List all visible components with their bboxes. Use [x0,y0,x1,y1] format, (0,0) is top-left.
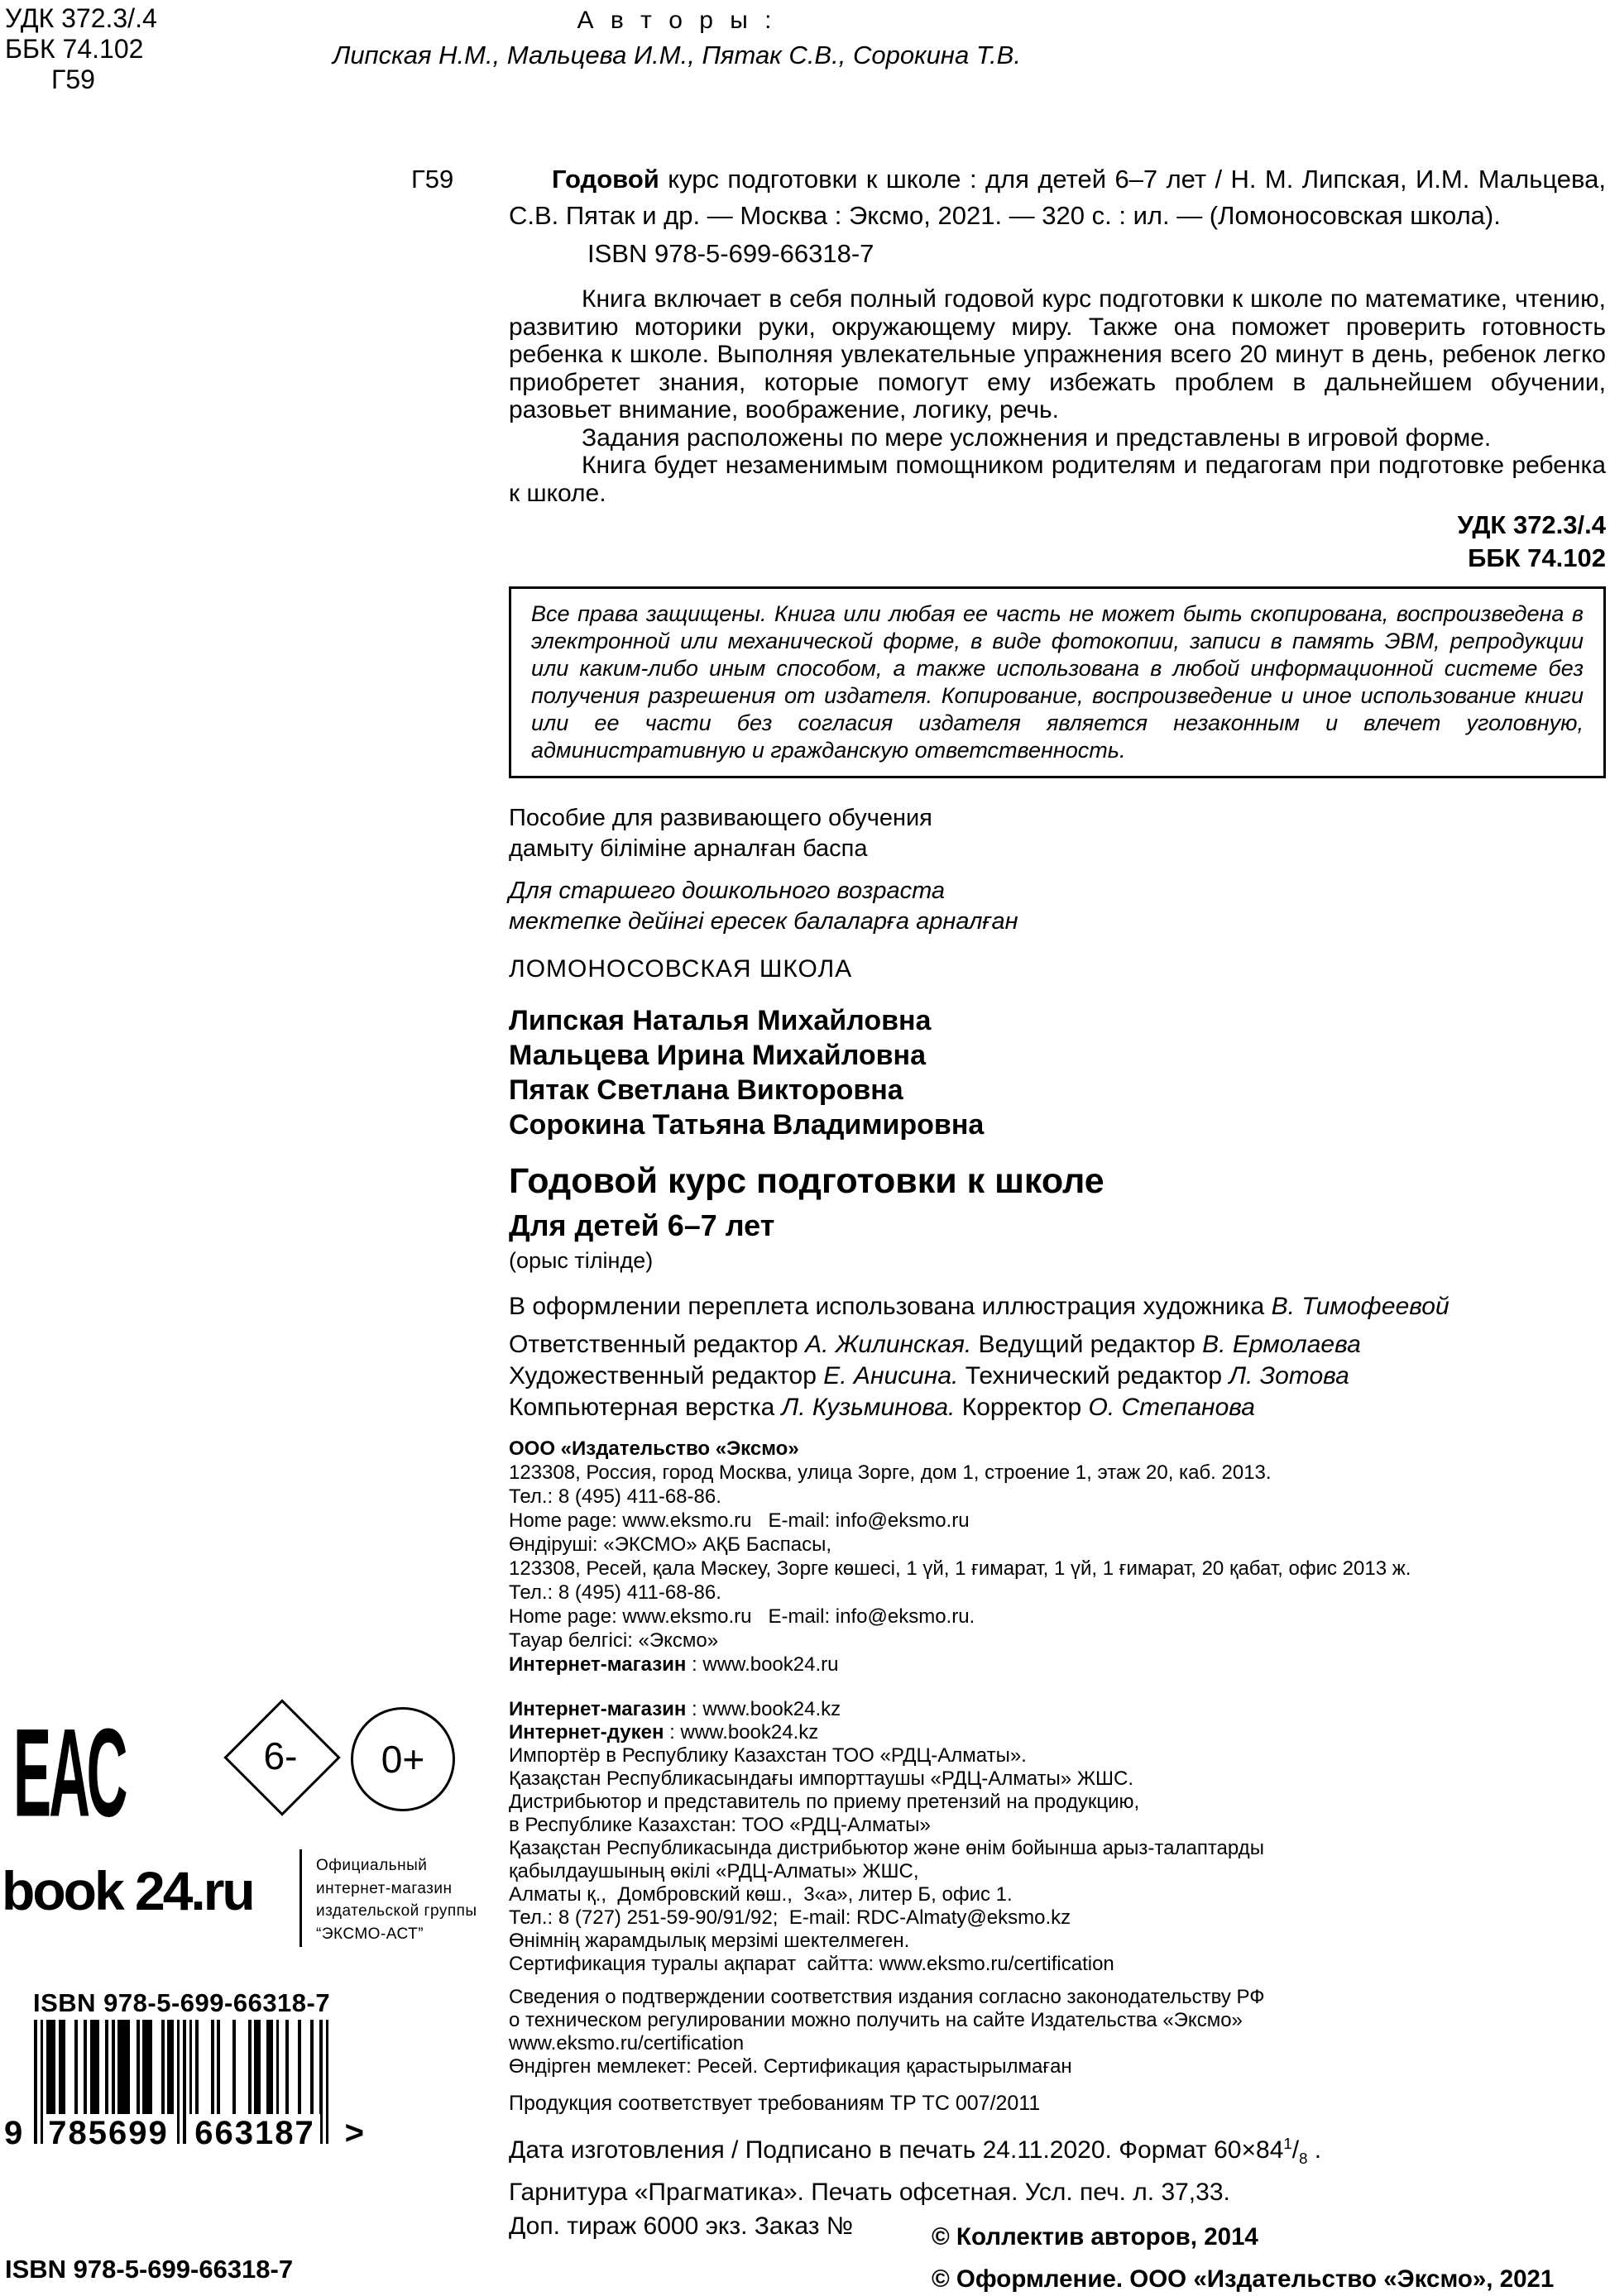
text-segment: / [1291,2136,1300,2164]
text-line: Қазақстан Республикасындағы импорттаушы «РДЦ-Алматы» ЖШС. [509,1767,1133,1790]
text-line [509,1653,1606,1677]
text-line: Липская Наталья Михайловна [509,1005,932,1036]
age-diamond-value: 6- [263,1734,298,1777]
text-segment: 1 [1283,2135,1292,2152]
text-line [509,2126,1606,2175]
text-segment: Годовой [552,165,659,194]
classification-codes [5,3,157,95]
text-segment: Ответственный редактор [509,1331,806,1358]
text-line: Доп. тираж 6000 экз. Заказ № [509,2212,854,2240]
age-note [509,876,1606,937]
eac-logo: ЕАС [13,1703,126,1844]
compliance-line: Продукция соответствует требованиям ТР ТС 007/2011 [509,2092,1041,2115]
text-line: издательской группы [316,1902,477,1920]
isbn-line: ISBN 978-5-699-66318-7 [587,239,874,268]
book24-logo: book 24.ru [2,1860,253,1921]
text-segment: : www.book24.kz [686,1698,841,1720]
text-segment: Ведущий редактор [971,1331,1203,1358]
barcode-lead-digit: 9 [4,2115,23,2151]
authors-header [263,7,1090,70]
text-line [509,1361,1606,1392]
ean13-barcode [4,2020,364,2152]
codes-right [509,509,1606,575]
text-segment: В. Тимофеевой [1271,1293,1449,1320]
age-mark-diamond [225,1700,336,1811]
text-line: Задания расположены по мере усложнения и представлены в игровой форме. [582,423,1492,452]
bbk-code: ББК 74.102 [5,34,144,64]
text-line: ББК 74.102 [1468,543,1606,572]
text-segment: 8 [1299,2150,1308,2167]
text-line: о техническом регулировании можно получить на сайте Издательства «Эксмо» [509,2009,1243,2031]
text-segment: Е. Анисина. [823,1362,959,1390]
text-line: Для старшего дошкольного возраста [509,878,946,904]
text-line: Сертификация туралы ақпарат сайтта: www.eksmo.ru/certification [509,1953,1114,1975]
text-line: Мальцева Ирина Михайловна [509,1040,926,1071]
text-segment: Л. Зотова [1229,1362,1349,1390]
edition-type [509,803,1606,864]
text-line: Книга включает в себя полный годовой курс подготовки к школе по математике, чтению, развитию моторики руки, окружающему миру. Также она поможет проверить готовность ребенка к школе. Выполняя увлекательные упражнения всего 20 минут в день, ребенок легко приобретет знания, которые помогут ему избежать проблем в дальнейшем обучении, разовьет внимание, воображение, логику, речь. [509,285,1606,423]
text-segment: Интернет-дукен [509,1721,664,1744]
bibliographic-entry [509,161,1606,234]
text-segment: ООО «Издательство «Эксмо» [509,1437,799,1460]
text-line: Өнімнің жарамдылық мерзімі шектелмеген. [509,1930,910,1952]
series-name: ЛОМОНОСОВСКАЯ ШКОЛА [509,955,853,983]
text-segment: Дата изготовления / Подписано в печать 24.11.2020. Формат 60×84 [509,2136,1284,2164]
text-line: Официальный [316,1857,428,1874]
text-line: “ЭКСМО-АСТ” [316,1925,424,1943]
barcode-digits-left: 785699 [43,2114,174,2152]
cover-credit [509,1292,1606,1321]
annotation [509,285,1606,507]
divider [299,1849,302,1947]
text-line [509,1329,1606,1361]
text-segment: : www.book24.ru [686,1653,839,1676]
author-sign: Г59 [51,65,95,94]
text-line: Home page: www.eksmo.ru E-mail: info@eksmo.ru. [509,1605,975,1628]
text-segment: Л. Кузьминова. [781,1394,956,1421]
text-line: мектепке дейінгі ересек балаларға арналған [509,908,1018,935]
text-segment: . [1307,2136,1322,2164]
barcode-tail-mark: > [344,2115,364,2151]
text-line: Өндіруші: «ЭКСМО» АҚБ Баспасы, [509,1533,832,1556]
text-line: қабылдаушының өкілі «РДЦ-Алматы» ЖШС, [509,1860,919,1882]
barcode-digits-right: 663187 [189,2114,320,2152]
text-line: Алматы қ., Домбровский көш., 3«а», литер Б, офис 1. [509,1883,1013,1906]
age-mark-circle [351,1707,455,1811]
text-segment: Интернет-магазин [509,1653,687,1676]
text-line [509,1392,1606,1423]
copyright-warning-box: Все права защищены. Книга или любая ее часть не может быть скопирована, воспроизведена в электронной или механической форме, в виде фотокопии, записи в память ЭВМ, репродукции или каким-либо иным способом, а также использована в любой информационной системе без получения разрешения от издателя. Копирование, воспроизведение и иное использование книги или ее части без согласия издателя является незаконным и влечет уголовную, административную и гражданскую ответственность. [509,586,1606,778]
text-line: Импортёр в Республику Казахстан ТОО «РДЦ-Алматы». [509,1744,1027,1767]
text-segment: курс подготовки к школе : для детей 6–7 лет / Н. М. Липская, И.М. Мальцева, С.В. Пятак и др. — Москва : Эксмо, 2021. — 320 с. : ил. — (Ломоносовская школа). [509,165,1606,230]
udk-code: УДК 372.3/.4 [5,3,157,33]
footer-isbn: ISBN 978-5-699-66318-7 [5,2255,294,2284]
bibliography-code: Г59 [411,165,454,194]
book-title: Годовой курс подготовки к школе [509,1161,1104,1201]
book-subtitle: Для детей 6–7 лет [509,1208,775,1242]
text-segment: В оформлении переплета использована иллюстрация художника [509,1293,1272,1320]
age-circle-value: 0+ [381,1738,425,1781]
text-line: Дистрибьютор и представитель по приему претензий на продукцию, [509,1791,1140,1813]
text-segment: А. Жилинская. [805,1331,972,1358]
text-segment: В. Ермолаева [1202,1331,1361,1358]
text-line: © Коллектив авторов, 2014 [932,2223,1258,2251]
text-segment: Художественный редактор [509,1362,824,1390]
publisher-block-ru [509,1437,1606,1677]
text-line: Тауар белгісі: «Эксмо» [509,1629,719,1652]
text-line [509,1437,1606,1461]
text-line: Тел.: 8 (727) 251-59-90/91/92; E-mail: RDC-Almaty@eksmo.kz [509,1906,1071,1929]
publisher-block-kz [509,1698,1606,1976]
authors-label: А в т о р ы : [577,7,777,34]
text-line: Қазақстан Республикасында дистрибьютор және өнім бойынша арыз-талаптарды [509,1837,1264,1859]
text-segment: О. Степанова [1088,1394,1255,1421]
text-line: УДК 372.3/.4 [1457,510,1606,539]
text-line: Тел.: 8 (495) 411-68-86. [509,1485,721,1508]
text-line: Книга будет незаменимым помощником родителям и педагогам при подготовке ребенка к школе. [509,452,1606,507]
main-column [509,161,1606,2243]
text-segment: Корректор [955,1394,1089,1421]
text-line: Тел.: 8 (495) 411-68-86. [509,1581,721,1604]
text-segment: Технический редактор [958,1362,1229,1390]
text-line: в Республике Казахстан: ТОО «РДЦ-Алматы» [509,1814,931,1836]
text-line: дамыту біліміне арналған баспа [509,835,868,862]
authors-names: Липская Н.М., Мальцева И.М., Пятак С.В., Сорокина Т.В. [333,41,1021,69]
language-note: (орыс тілінде) [509,1248,654,1273]
text-line: © Оформление. ООО «Издательство «Эксмо», 2021 [932,2265,1555,2293]
text-line: Пятак Светлана Викторовна [509,1074,903,1106]
text-line: Сведения о подтверждении соответствия издания согласно законодательству РФ [509,1986,1265,2008]
text-line [509,1721,1606,1744]
text-line: Сорокина Татьяна Владимировна [509,1109,985,1141]
text-line [509,1698,1606,1721]
barcode-bar [326,2020,329,2144]
footer-copyrights [932,2223,1554,2294]
authors-full-names [509,1003,1606,1142]
text-line: 123308, Ресей, қала Мәскеу, Зорге көшесі, 1 үй, 1 ғимарат, 1 үй, 1 ғимарат, 20 қабат, офис 2013 ж. [509,1557,1411,1580]
text-segment: : www.book24.kz [664,1721,819,1744]
text-line: интернет-магазин [316,1879,453,1897]
text-line: Гарнитура «Прагматика». Печать офсетная. Усл. печ. л. 37,33. [509,2179,1230,2206]
editors-block [509,1329,1606,1423]
text-line: www.eksmo.ru/certification [509,2032,745,2054]
text-line: 123308, Россия, город Москва, улица Зорге, дом 1, строение 1, этаж 20, каб. 2013. [509,1461,1272,1484]
text-segment: Интернет-магазин [509,1698,687,1720]
certification-block [509,1986,1606,2078]
text-segment: Компьютерная верстка [509,1394,782,1421]
barcode-isbn-label: ISBN 978-5-699-66318-7 [33,1988,331,2017]
text-line: Home page: www.eksmo.ru E-mail: info@eksmo.ru [509,1509,970,1532]
book24-caption [316,1854,477,1945]
text-line: Пособие для развивающего обучения [509,805,932,831]
text-line: Өндірген мемлекет: Ресей. Сертификация қарастырылмаған [509,2055,1072,2078]
